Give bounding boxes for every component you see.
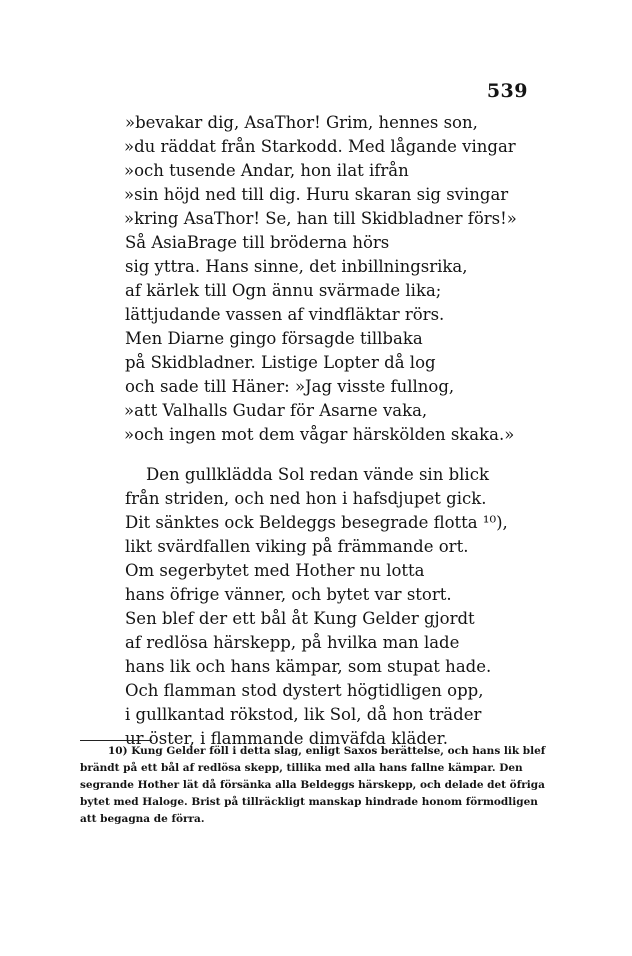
- poem-line: »bevakar dig, AsaThor! Grim, hennes son,: [125, 113, 478, 132]
- poem-line: Och flamman stod dystert högtidligen opp,: [125, 681, 484, 700]
- poem-line: likt svärdfallen viking på främmande ort.: [125, 537, 469, 556]
- poem-line: »att Valhalls Gudar för Asarne vaka,: [124, 401, 428, 420]
- poem-line: Om segerbytet med Hother nu lotta: [125, 561, 425, 580]
- poem-line: och sade till Häner: »Jag visste fullnog,: [125, 377, 455, 396]
- footnote-line: 10) Kung Gelder föll i detta slag, enligt Saxos berättelse, och hans lik blef: [108, 745, 546, 757]
- poem-line: »sin höjd ned till dig. Huru skaran sig svingar: [124, 185, 509, 204]
- footnote-divider: [80, 740, 152, 741]
- poem-line: af kärlek till Ogn ännu svärmade lika;: [125, 281, 442, 300]
- poem-line: »du räddat från Starkodd. Med lågande vingar: [124, 137, 516, 156]
- poem-line: hans öfrige vänner, och bytet var stort.: [125, 585, 452, 604]
- poem-line: på Skidbladner. Listige Lopter då log: [125, 353, 436, 372]
- poem-line: Dit sänktes ock Beldeggs besegrade flotta ¹⁰),: [125, 513, 508, 532]
- poem-line: Så AsiaBrage till bröderna hörs: [125, 233, 390, 252]
- footnote-line: brändt på ett bål af redlösa skepp, tillika med alla hans fallne kämpar. Den: [80, 762, 523, 774]
- poem-line: Sen blef der ett bål åt Kung Gelder gjordt: [125, 609, 475, 628]
- page-number: 539: [486, 80, 528, 102]
- poem-line: hans lik och hans kämpar, som stupat hade.: [125, 657, 492, 676]
- poem-line: af redlösa härskepp, på hvilka man lade: [125, 633, 460, 652]
- poem-line: Den gullklädda Sol redan vände sin blick: [146, 465, 489, 484]
- poem-line: sig yttra. Hans sinne, det inbillningsrika,: [125, 257, 468, 276]
- poem-line: »och ingen mot dem vågar härskölden skaka.»: [124, 425, 515, 444]
- poem-line: lättjudande vassen af vindfläktar rörs.: [125, 305, 445, 324]
- poem-line: i gullkantad rökstod, lik Sol, då hon träder: [125, 705, 482, 724]
- footnote-line: bytet med Haloge. Brist på tillräckligt manskap hindrade honom förmodligen: [80, 796, 538, 808]
- poem-line: ur öster, i flammande dimväfda kläder.: [125, 729, 448, 748]
- poem-line: Men Diarne gingo försagde tillbaka: [125, 329, 423, 348]
- poem-line: från striden, och ned hon i hafsdjupet gick.: [125, 489, 487, 508]
- poem-line: »kring AsaThor! Se, han till Skidbladner förs!»: [124, 209, 517, 228]
- footnote-line: segrande Hother lät då försänka alla Beldeggs härskepp, och delade det öfriga: [80, 779, 545, 791]
- poem-line: »och tusende Andar, hon ilat ifrån: [124, 161, 409, 180]
- footnote-line: att begagna de förra.: [80, 813, 205, 825]
